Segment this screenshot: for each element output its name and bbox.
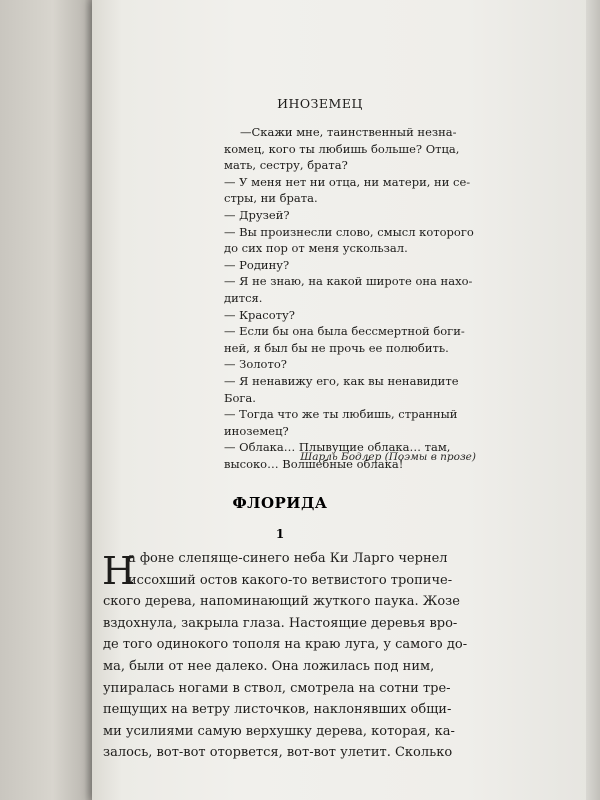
prose-line: ского дерева, напоминающий жуткого паука. Жозе	[103, 594, 460, 610]
poem-line: Бога.	[224, 390, 256, 405]
poem-title: ИНОЗЕМЕЦ	[277, 96, 363, 111]
poem-line: до сих пор от меня ускользал.	[224, 241, 408, 256]
prose-line: упиралась ногами в ствол, смотрела на сотни тре-	[103, 680, 451, 696]
poem-line: стры, ни брата.	[224, 191, 318, 206]
prose-line: иссохший остов какого-то ветвистого тропиче-	[128, 572, 453, 588]
poem-line: высоко… Волшебные облака!	[224, 456, 404, 471]
poem-line: мать, сестру, брата?	[224, 158, 348, 173]
poem-line: — Вы произнесли слово, смысл которого	[224, 224, 474, 239]
poem-line: иноземец?	[224, 423, 289, 438]
prose-line: пещущих на ветру листочков, наклонявших общи-	[103, 702, 452, 718]
poem-line: — Я ненавижу его, как вы ненавидите	[224, 373, 459, 388]
drop-cap-letter: Н	[102, 549, 136, 593]
chapter-number: 1	[275, 527, 285, 541]
poem-line: комец, кого ты любишь больше? Отца,	[224, 141, 460, 156]
right-page-edge	[586, 0, 600, 800]
poem-attribution: Шарль Бодлер (Поэмы в прозе)	[300, 451, 476, 463]
poem-line: — Друзей?	[224, 207, 290, 222]
poem-line: — Я не знаю, на какой широте она нахо-	[224, 274, 473, 289]
poem-line: —Скажи мне, таинственный незна-	[240, 125, 457, 139]
poem-line: — Тогда что же ты любишь, странный	[224, 407, 458, 422]
prose-line: залось, вот-вот оторвется, вот-вот улетит. Сколько	[103, 745, 453, 761]
poem-line: — Золото?	[224, 357, 287, 372]
left-page-edge	[0, 0, 96, 800]
poem-line: — Если бы она была бессмертной боги-	[224, 324, 465, 339]
poem-line: — У меня нет ни отца, ни матери, ни се-	[224, 174, 471, 189]
poem-line: дится.	[224, 290, 263, 305]
prose-body	[103, 548, 483, 764]
poem-line: — Облака… Плывущие облака… там,	[224, 440, 451, 455]
prose-line: вздохнула, закрыла глаза. Настоящие деревья вро-	[103, 615, 458, 631]
prose-line: де того одинокого тополя на краю луга, у самого до-	[103, 637, 468, 653]
prose-line: ма, были от нее далеко. Она ложилась под ним,	[103, 658, 435, 674]
prose-line: ми усилиями самую верхушку дерева, которая, ка-	[103, 723, 455, 739]
poem-line: ней, я был бы не прочь ее полюбить.	[224, 340, 449, 355]
chapter-title: ФЛОРИДА	[232, 494, 328, 512]
poem-body	[224, 124, 474, 472]
prose-line: а фоне слепяще-синего неба Ки Ларго чернел	[128, 551, 448, 566]
poem-line: — Родину?	[224, 257, 290, 272]
poem-line: — Красоту?	[224, 307, 295, 322]
